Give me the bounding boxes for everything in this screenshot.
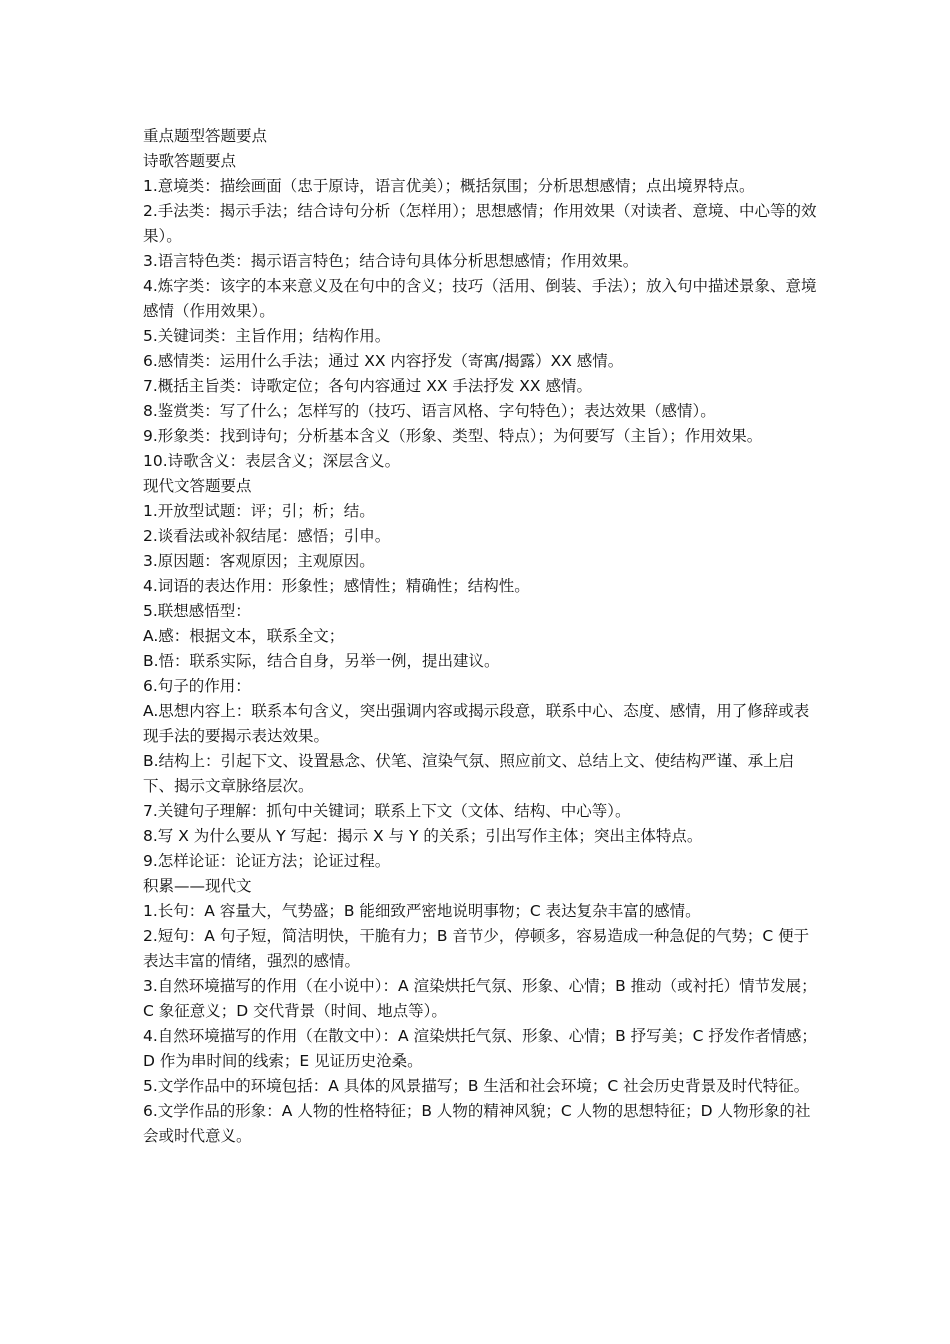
poetry-item: 10.诗歌含义：表层含义；深层含义。 [143, 452, 401, 470]
poetry-item: 4.炼字类：该字的本来意义及在句中的含义；技巧（活用、倒装、手法）；放入句中描述景象、意境感情（作用效果）。 [143, 277, 817, 320]
poetry-item: 8.鉴赏类：写了什么；怎样写的（技巧、语言风格、字句特色）；表达效果（感情）。 [143, 402, 716, 420]
poetry-item: 1.意境类：描绘画面（忠于原诗，语言优美）；概括氛围；分析思想感情；点出境界特点。 [143, 177, 755, 195]
modern-prose-item: 6.句子的作用： [143, 677, 251, 695]
section-heading-modern-prose: 现代文答题要点 [143, 477, 252, 495]
poetry-item: 5.关键词类：主旨作用；结构作用。 [143, 327, 391, 345]
poetry-item: 2.手法类：揭示手法；结合诗句分析（怎样用）；思想感情；作用效果（对读者、意境、中心等的效果）。 [143, 202, 817, 245]
poetry-item: 9.形象类：找到诗句；分析基本含义（形象、类型、特点）；为何要写（主旨）；作用效果。 [143, 427, 763, 445]
poetry-item: 6.感情类：运用什么手法；通过 XX 内容抒发（寄寓/揭露）XX 感情。 [143, 352, 624, 370]
modern-prose-subitem: A.思想内容上：联系本句含义，突出强调内容或揭示段意，联系中心、态度、感情，用了修辞或表现手法的要揭示表达效果。 [143, 702, 810, 745]
section-heading-poetry: 诗歌答题要点 [143, 152, 237, 170]
section-heading-accumulation: 积累——现代文 [143, 877, 252, 895]
poetry-item: 3.语言特色类：揭示语言特色；结合诗句具体分析思想感情；作用效果。 [143, 252, 639, 270]
modern-prose-item: 2.谈看法或补叙结尾：感悟；引申。 [143, 527, 391, 545]
modern-prose-item: 8.写 X 为什么要从 Y 写起：揭示 X 与 Y 的关系；引出写作主体；突出主体特点。 [143, 827, 703, 845]
modern-prose-item: 1.开放型试题：评；引；析；结。 [143, 502, 375, 520]
accumulation-item: 4.自然环境描写的作用（在散文中）：A 渲染烘托气氛、形象、心情；B 抒写美；C 抒发作者情感；D 作为串时间的线索；E 见证历史沧桑。 [143, 1027, 817, 1070]
accumulation-item: 6.文学作品的形象：A 人物的性格特征；B 人物的精神风貌；C 人物的思想特征；D 人物形象的社会或时代意义。 [143, 1102, 811, 1145]
accumulation-item: 5.文学作品中的环境包括：A 具体的风景描写；B 生活和社会环境；C 社会历史背景及时代特征。 [143, 1077, 810, 1095]
modern-prose-subitem: B.悟：联系实际，结合自身，另举一例，提出建议。 [143, 652, 500, 670]
modern-prose-item: 9.怎样论证：论证方法；论证过程。 [143, 852, 391, 870]
poetry-item: 7.概括主旨类：诗歌定位；各句内容通过 XX 手法抒发 XX 感情。 [143, 377, 592, 395]
document-body [143, 124, 823, 1149]
modern-prose-item: 7.关键句子理解：抓句中关键词；联系上下文（文体、结构、中心等）。 [143, 802, 631, 820]
modern-prose-subitem: A.感：根据文本，联系全文； [143, 627, 345, 645]
accumulation-item: 2.短句：A 句子短，简洁明快，干脆有力；B 音节少，停顿多，容易造成一种急促的气势；C 便于表达丰富的情绪，强烈的感情。 [143, 927, 810, 970]
modern-prose-item: 5.联想感悟型： [143, 602, 251, 620]
modern-prose-subitem: B.结构上：引起下文、设置悬念、伏笔、渲染气氛、照应前文、总结上文、使结构严谨、承上启下、揭示文章脉络层次。 [143, 752, 795, 795]
modern-prose-item: 4.词语的表达作用：形象性；感情性；精确性；结构性。 [143, 577, 530, 595]
document-title: 重点题型答题要点 [143, 127, 268, 145]
accumulation-item: 3.自然环境描写的作用（在小说中）：A 渲染烘托气氛、形象、心情；B 推动（或衬托）情节发展；C 象征意义；D 交代背景（时间、地点等）。 [143, 977, 817, 1020]
accumulation-item: 1.长句：A 容量大，气势盛；B 能细致严密地说明事物；C 表达复杂丰富的感情。 [143, 902, 701, 920]
modern-prose-item: 3.原因题：客观原因；主观原因。 [143, 552, 375, 570]
